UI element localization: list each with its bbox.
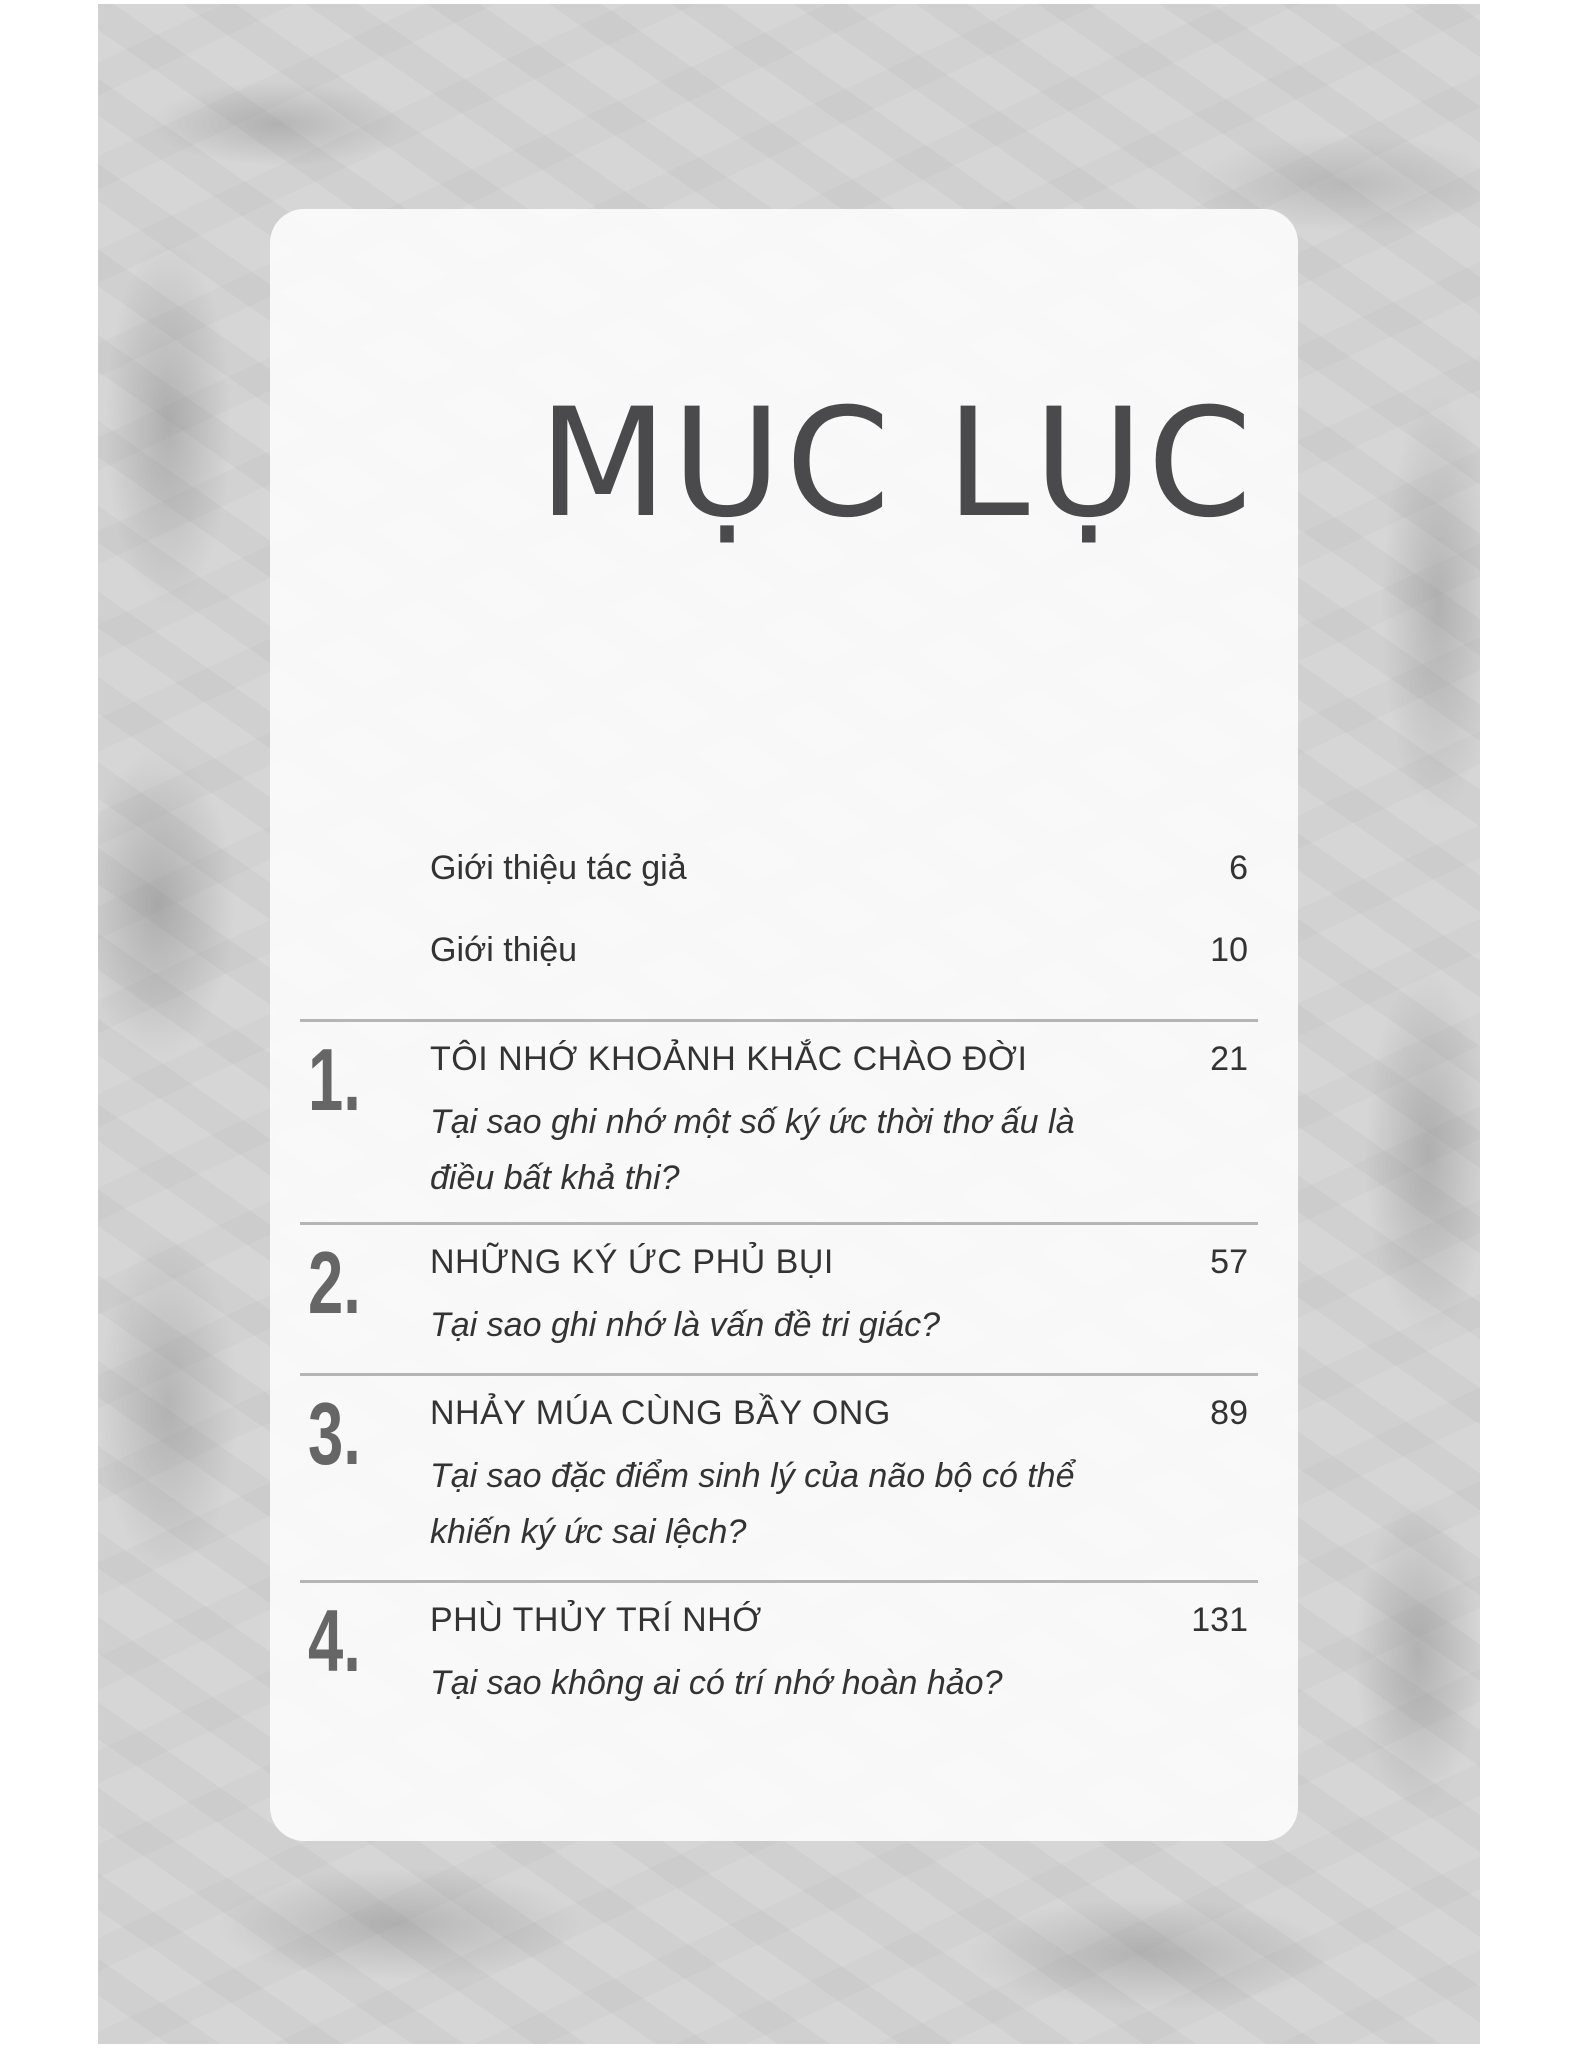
chapter-number: 2. xyxy=(308,1233,361,1332)
chapter-number: 1. xyxy=(308,1030,361,1129)
toc-intro-item[interactable] xyxy=(270,849,1298,931)
chapter-title: NHỮNG KÝ ỨC PHỦ BỤI xyxy=(430,1243,834,1281)
chapter-page: 131 xyxy=(1191,1601,1248,1639)
toc-chapter-2[interactable] xyxy=(300,1222,1258,1373)
chapter-number: 3. xyxy=(308,1384,361,1483)
chapter-page: 21 xyxy=(1210,1040,1248,1078)
page-background xyxy=(98,4,1480,2044)
chapter-title: TÔI NHỚ KHOẢNH KHẮC CHÀO ĐỜI xyxy=(430,1040,1028,1078)
toc-intro-label: Giới thiệu tác giả xyxy=(430,849,687,887)
toc-intro-item[interactable] xyxy=(270,931,1298,1013)
table-of-contents xyxy=(270,849,1298,1743)
chapter-title: NHẢY MÚA CÙNG BẦY ONG xyxy=(430,1394,891,1432)
page-title: MỤC LỤC xyxy=(538,377,1256,551)
chapter-subtitle: Tại sao ghi nhớ một số ký ức thời thơ ấu là điều bất khả thi? xyxy=(430,1103,1075,1197)
chapter-page: 57 xyxy=(1210,1243,1248,1281)
toc-chapter-4[interactable] xyxy=(300,1580,1258,1743)
toc-intro-page: 10 xyxy=(1210,931,1248,969)
chapter-subtitle: Tại sao không ai có trí nhớ hoàn hảo? xyxy=(430,1664,1003,1702)
toc-chapter-3[interactable] xyxy=(300,1373,1258,1580)
chapter-title: PHÙ THỦY TRÍ NHỚ xyxy=(430,1601,762,1639)
chapter-subtitle: Tại sao đặc điểm sinh lý của não bộ có thể khiến ký ức sai lệch? xyxy=(430,1457,1075,1551)
chapter-subtitle: Tại sao ghi nhớ là vấn đề tri giác? xyxy=(430,1306,941,1344)
toc-intro-page: 6 xyxy=(1229,849,1248,887)
toc-intro-label: Giới thiệu xyxy=(430,931,578,969)
toc-card xyxy=(270,209,1298,1841)
chapter-number: 4. xyxy=(308,1591,361,1690)
toc-chapter-1[interactable] xyxy=(300,1019,1258,1222)
chapter-page: 89 xyxy=(1210,1394,1248,1432)
